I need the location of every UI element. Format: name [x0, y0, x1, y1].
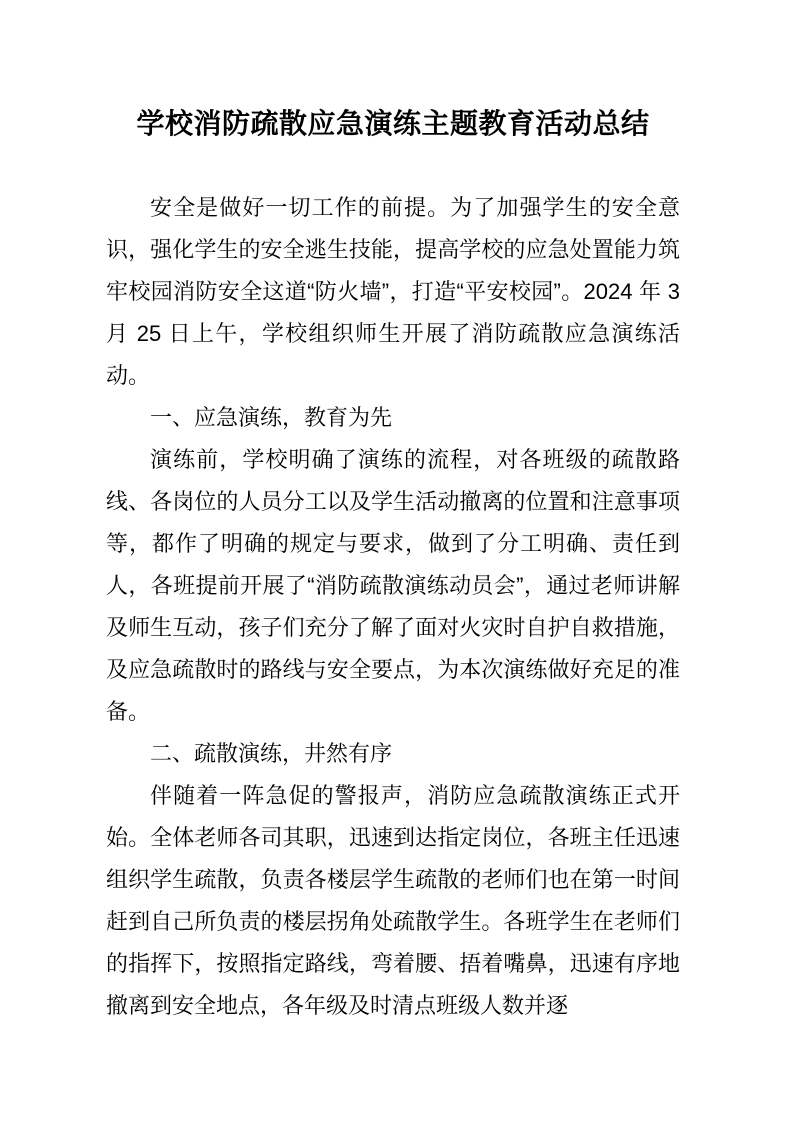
paragraph-preparation: 演练前，学校明确了演练的流程，对各班级的疏散路线、各岗位的人员分工以及学生活动撤离的位置和注意事项等，都作了明确的规定与要求，做到了分工明确、责任到人，各班提前开展了“消防疏散演练动员会”，通过老师讲解及师生互动，孩子们充分了解了面对火灾时自护自救措施，及应急疏散时的路线与安全要点，为本次演练做好充足的准备。 [106, 447, 680, 724]
document-title: 学校消防疏散应急演练主题教育活动总结 [136, 108, 650, 139]
section-heading-2: 二、疏散演练，井然有序 [150, 741, 393, 766]
paragraph-drill: 伴随着一阵急促的警报声，消防应急疏散演练正式开始。全体老师各司其职，迅速到达指定岗位，各班主任迅速组织学生疏散，负责各楼层学生疏散的老师们也在第一时间赶到自己所负责的楼层拐角处疏散学生。各班学生在老师们的指挥下，按照指定路线，弯着腰、捂着嘴鼻，迅速有序地撤离到安全地点，各年级及时清点班级人数并逐 [106, 783, 680, 1018]
section-heading-1: 一、应急演练，教育为先 [150, 405, 393, 430]
paragraph-intro: 安全是做好一切工作的前提。为了加强学生的安全意识，强化学生的安全逃生技能，提高学校的应急处置能力筑牢校园消防安全这道“防火墙”，打造“平安校园”。2024 年 3 月 25 日上午，学校组织师生开展了消防疏散应急演练活动。 [106, 195, 680, 388]
